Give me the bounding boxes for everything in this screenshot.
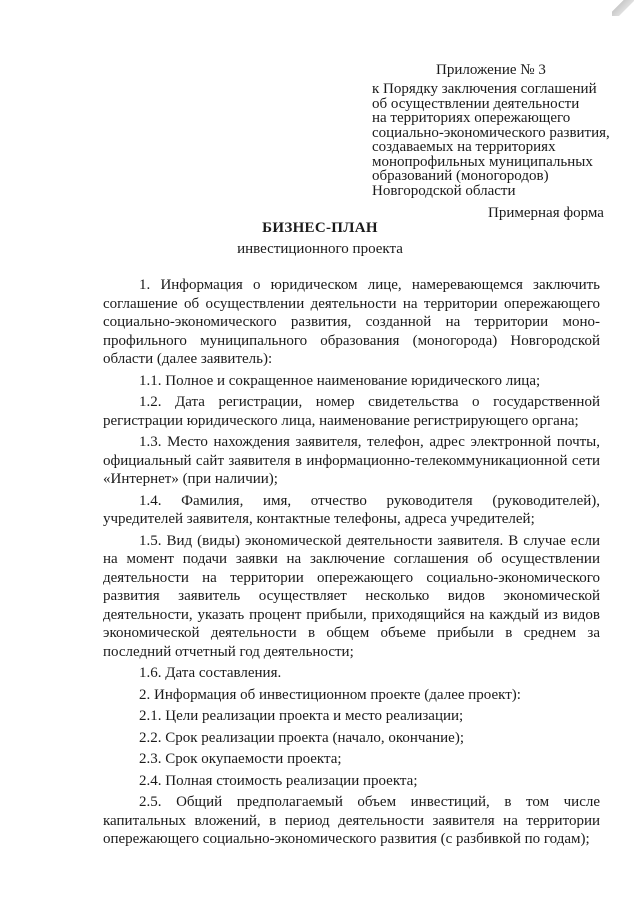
paragraph-1: 1. Информация о юридическом лице, намеревающемся заключить соглашение об осуществлении деятельности на территории опережающего социально-экономического развития, созданной на территории моно-профильного муниципального образования (моногорода) Новгородской области (далее заявитель): xyxy=(103,277,600,367)
paragraph-1-3: 1.3. Место нахождения заявителя, телефон, адрес электронной почты, официальный сайт заявителя в информационно-телекоммуникационной сети «Интернет» (при наличии); xyxy=(103,434,600,487)
paragraph-2-3: 2.3. Срок окупаемости проекта; xyxy=(139,751,342,767)
appendix-reference-line: об осуществлении деятельности xyxy=(372,95,580,112)
paragraph-2: 2. Информация об инвестиционном проекте (далее проект): xyxy=(139,686,521,703)
form-label: Примерная форма xyxy=(488,205,604,221)
appendix-title: Приложение № 3 xyxy=(436,62,546,78)
paragraph-1-2: 1.2. Дата регистрации, номер свидетельства о государственной регистрации юридического лица, наименование регистрирующего органа; xyxy=(103,394,600,429)
appendix-reference-line: образований (моногородов) xyxy=(372,168,549,184)
document-subtitle: инвестиционного проекта xyxy=(237,241,403,257)
appendix-reference-line: к Порядку заключения соглашений xyxy=(372,81,597,97)
scan-corner-mark xyxy=(612,0,634,16)
appendix-reference-line: монопрофильных муниципальных xyxy=(372,153,593,170)
paragraph-2-4: 2.4. Полная стоимость реализации проекта; xyxy=(139,772,418,789)
appendix-reference xyxy=(372,82,634,198)
paragraph-2-2: 2.2. Срок реализации проекта (начало, окончание); xyxy=(139,729,464,746)
appendix-reference-line: на территориях опережающего xyxy=(372,110,571,126)
document-title: БИЗНЕС-ПЛАН xyxy=(262,220,378,236)
paragraph-1-1: 1.1. Полное и сокращенное наименование юридического лица; xyxy=(139,372,541,389)
paragraph-1-4: 1.4. Фамилия, имя, отчество руководителя (руководителей), учредителей заявителя, контактные телефоны, адреса учредителей; xyxy=(103,492,600,527)
appendix-reference-line: Новгородской области xyxy=(372,182,516,199)
paragraph-1-5: 1.5. Вид (виды) экономической деятельности заявителя. В случае если на момент подачи заявки на заключение соглашения об осуществлении деятельности на территории опережающего социально-экономического развития заявитель осуществляет несколько видов экономической деятельности, указать процент прибыли, приходящийся на каждый из видов экономической деятельности в общем объеме прибыли в среднем за последний отчетный год деятельности; xyxy=(103,532,600,660)
appendix-reference-line: социально-экономического развития, xyxy=(372,124,610,141)
appendix-reference-line: создаваемых на территориях xyxy=(372,139,556,155)
paragraph-2-5: 2.5. Общий предполагаемый объем инвестиций, в том числе капитальных вложений, в период деятельности заявителя на территории опережающего социально-экономического развития (с разбивкой по годам); xyxy=(103,794,600,847)
document-body xyxy=(103,276,600,852)
paragraph-1-6: 1.6. Дата составления. xyxy=(139,665,282,681)
paragraph-2-1: 2.1. Цели реализации проекта и место реализации; xyxy=(139,708,464,724)
